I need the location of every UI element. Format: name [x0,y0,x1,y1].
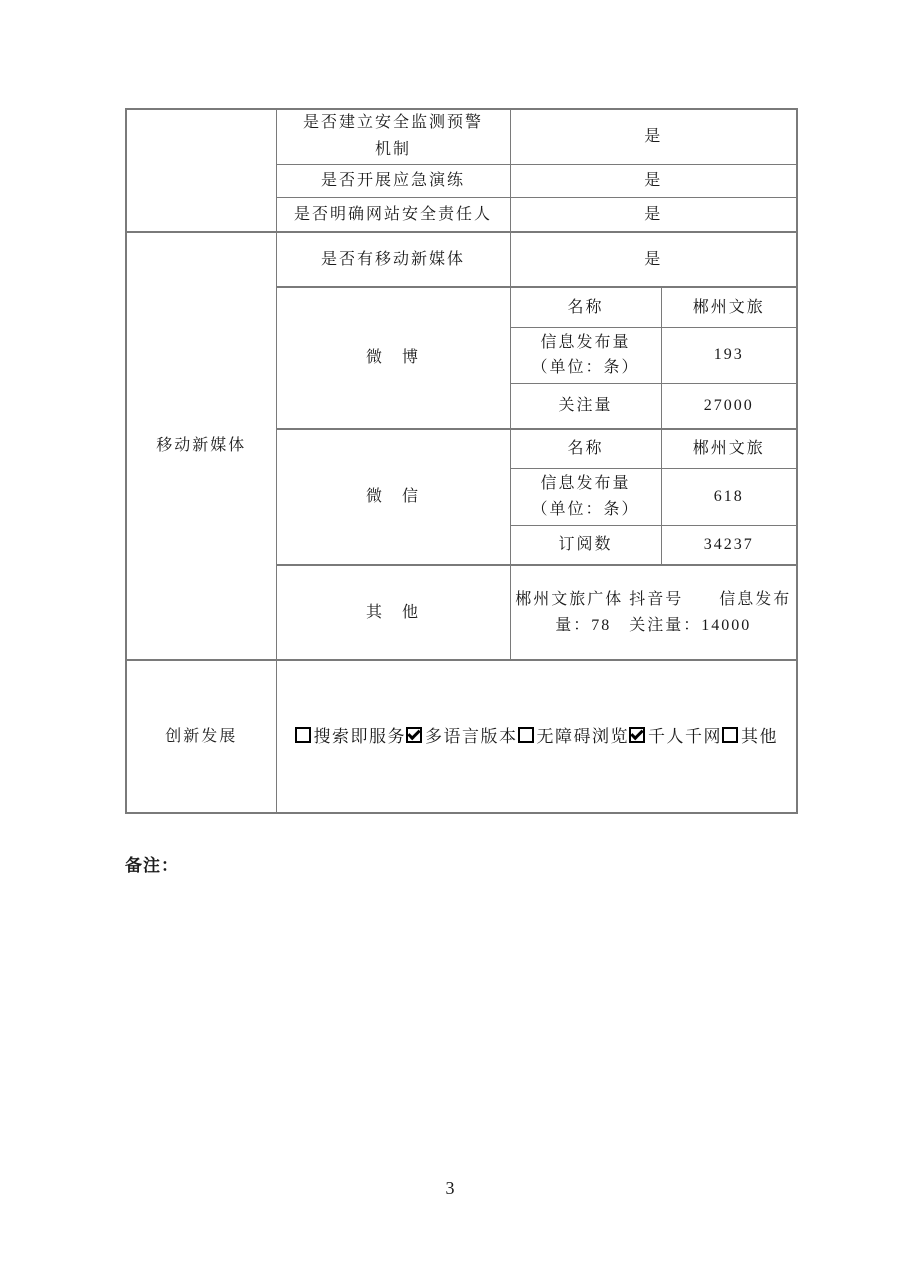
value-wechat-posts: 618 [661,468,797,525]
value-other: 郴州文旅广体 抖音号 信息发布量：78 关注量：14000 [510,565,797,660]
page-number: 3 [445,1178,455,1198]
value-weibo-name: 郴州文旅 [661,287,797,327]
question-security-monitoring [276,109,510,164]
field-label-wechat-posts [510,468,661,525]
question-has-mobile-media: 是否有移动新媒体 [276,232,510,287]
answer-has-mobile-media: 是 [510,232,797,287]
field-label-wechat-name: 名称 [510,429,661,468]
answer-emergency-drill: 是 [510,164,797,197]
question-security-monitoring-text: 是否建立安全监测预警机制 [302,114,483,158]
row-label-other: 其 他 [276,565,510,660]
innovation-option-label: 多语言版本 [425,727,518,747]
field-label-wechat-subscribers: 订阅数 [510,525,661,565]
innovation-option-label: 千人千网 [648,727,722,747]
question-emergency-drill: 是否开展应急演练 [276,164,510,197]
value-weibo-followers: 27000 [661,383,797,429]
checkbox-unchecked-icon [722,727,738,743]
checkbox-unchecked-icon [518,727,534,743]
answer-security-monitoring: 是 [510,109,797,164]
report-table [125,108,798,814]
row-label-wechat: 微 信 [276,429,510,565]
innovation-option-label: 无障碍浏览 [536,727,629,747]
row-label-weibo: 微 博 [276,287,510,429]
checkbox-checked-icon [406,727,422,743]
innovation-options [281,723,793,750]
field-label-weibo-posts-line2: （单位：条） [531,359,640,377]
field-label-weibo-posts [510,327,661,383]
answer-security-officer: 是 [510,197,797,232]
value-wechat-name: 郴州文旅 [661,429,797,468]
section-label-innovation: 创新发展 [126,660,276,813]
innovation-cell [276,660,797,813]
checkbox-unchecked-icon [295,727,311,743]
value-wechat-subscribers: 34237 [661,525,797,565]
field-label-weibo-followers: 关注量 [510,383,661,429]
field-label-weibo-posts-line1: 信息发布量 [540,333,631,351]
checkbox-checked-icon [629,727,645,743]
innovation-option-label: 其他 [741,727,778,747]
innovation-option-label: 搜索即服务 [313,727,406,747]
field-label-wechat-posts-line2: （单位：条） [531,500,640,518]
field-label-wechat-posts-line1: 信息发布量 [540,475,631,493]
value-weibo-posts: 193 [661,327,797,383]
section-label-empty [126,109,276,232]
section-label-mobile-media: 移动新媒体 [126,232,276,660]
remarks-label: 备注： [125,856,179,875]
field-label-weibo-name: 名称 [510,287,661,327]
question-security-officer: 是否明确网站安全责任人 [276,197,510,232]
